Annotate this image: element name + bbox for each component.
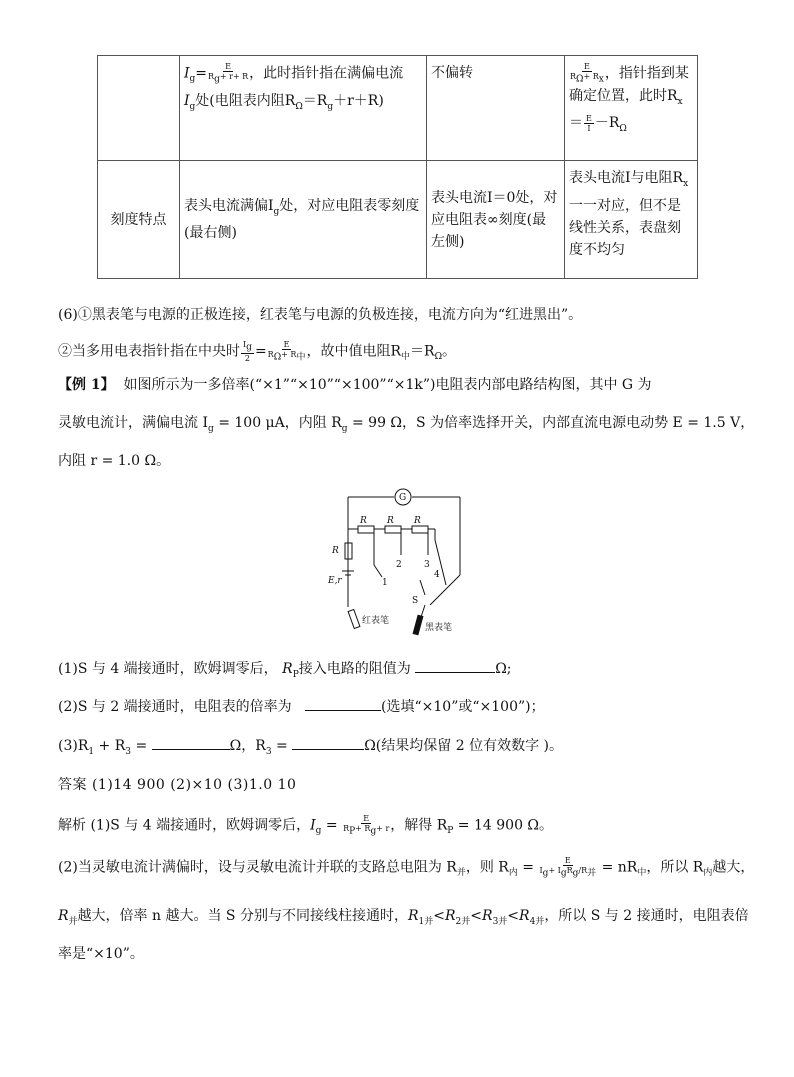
answer-blank[interactable] [292, 735, 364, 750]
table-cell: 表头电流满偏$I_g$处，对应电阻表零刻度(最右侧) [180, 161, 427, 279]
fraction: $\frac{E}{R_P+ R_g+ r}$ [343, 814, 390, 837]
table-cell [427, 161, 565, 279]
cell-text: 表头电流I与电阻R [569, 170, 684, 186]
table-row [98, 56, 698, 161]
table-cell [98, 161, 180, 279]
label-Er: E,r [328, 576, 342, 586]
cell-text: ＝ [569, 115, 583, 132]
analysis-2: (2)当灵敏电流计满偏时，设与灵敏电流计并联的支路总电阻为 $R_并$，则 $R_内$ = $\frac{E}{I_g+ I_gR_g/R_并}$ = $nR_中$，所以 $R_内$越大， [58, 856, 755, 879]
text: = 100 μA，内阻 R [213, 415, 342, 431]
table-cell: $I_g=$ $\frac{E}{R_g+ r+ R}$ ，此时指针指在满偏电流 $I_g$处(电阻表内阻$R_\Omega=R_g+r+R$) [180, 56, 427, 161]
question-2 [58, 696, 545, 717]
fraction: $\frac{I_g}{2}$ [243, 340, 252, 363]
label-R2: R [387, 516, 394, 526]
table-cell: $\frac{E}{R_\Omega+ R_x}$ ，指针指到某 确定位置，此时$R_x$ ＝ $\frac{E}{I}$ $-R_\Omega$ [565, 56, 698, 161]
text: (3)R [58, 738, 89, 754]
text: (选填“×10”或“×100”)； [381, 699, 545, 715]
label-Rp: R [332, 546, 339, 556]
paragraph-6b: ②当多用电表指针指在中央时 $\frac{I_g}{2}$ = $\frac{E}{R_\Omega+ R_中}$ ，故中值电阻$R_中=R_\Omega$。 [58, 340, 457, 363]
cell-text: －R [594, 115, 620, 132]
text: Ω; [495, 661, 512, 677]
paragraph-6: (6)①黑表笔与电源的正极连接，红表笔与电源的负极连接，电流方向为“红进黑出”。 [58, 307, 583, 323]
label-black-probe: 黑表笔 [425, 623, 453, 633]
cell-text: ，此时指针指在满偏电流 [249, 65, 404, 82]
text: 越大，倍率 n 越大。当 S 分别与不同接线柱接通时， [77, 908, 408, 924]
cell-text: 一一对应，但不是线性关系，表盘刻度不均匀 [569, 197, 681, 258]
label-1: 1 [382, 578, 388, 588]
text: Ω(结果均保留 2 位有效数字 )。 [364, 738, 563, 754]
text: (1)S 与 4 端接通时，欧姆调零后， [58, 661, 278, 677]
label-4: 4 [434, 570, 440, 580]
text: = nR [597, 859, 638, 876]
example-tag: 【例 1】 [58, 377, 115, 393]
answer-line: 答案 (1)14 900 (2)×10 (3)1.0 10 [58, 777, 297, 793]
label-S: S [412, 596, 419, 606]
question-1: (1)S 与 4 端接通时，欧姆调零后， $R_P$接入电路的阻值为 Ω; [58, 658, 512, 685]
analysis-3: $R_并$越大，倍率 n 越大。当 S 分别与不同接线柱接通时，$R_{1并}<R_{2并}<R_{3并}<R_{4并}$，所以 S 与 2 接通时，电阻表倍 [58, 908, 749, 927]
analysis-1: 解析 (1)S 与 4 端接通时，欧姆调零后，$I_g$ = $\frac{E}{R_P+ R_g+ r}$ ，解得 $R_P = 14$ 900 Ω。 [58, 814, 554, 837]
label-2: 2 [396, 560, 402, 570]
cell-text: 处(电阻表内阻R [195, 93, 296, 110]
fraction: $\frac{E}{R_\Omega+ R_x}$ [570, 62, 604, 85]
cell-text: ＝R [302, 93, 328, 110]
answer-blank[interactable] [305, 696, 381, 711]
label-red-probe: 红表笔 [362, 616, 390, 626]
cell-text: 处，对应电阻表零刻度(最右侧) [184, 197, 420, 242]
text: ＝R [410, 343, 435, 360]
cell-text: 表头电流I＝0处，对应电阻表∞刻度(最左侧) [431, 189, 558, 250]
text: ，所以 R [646, 859, 704, 876]
table-row [98, 161, 698, 279]
cell-text: 确定位置，此时R [569, 87, 678, 104]
cell-text: 不偏转 [431, 65, 473, 81]
label-G: G [399, 493, 407, 503]
text: 解析 (1)S 与 4 端接通时，欧姆调零后， [58, 817, 311, 834]
label-R3: R [414, 516, 421, 526]
circuit-diagram [320, 485, 480, 640]
answer-blank[interactable] [152, 735, 230, 750]
text: = 99 Ω，S 为倍率选择开关，内部直流电源电动势 E = 1.5 V， [347, 415, 755, 431]
answer-blank[interactable] [415, 658, 495, 673]
text: (2)当灵敏电流计满偏时，设与灵敏电流计并联的支路总电阻为 R [58, 859, 457, 876]
property-table [97, 55, 698, 279]
cell-text: ，指针指到某 [604, 65, 689, 82]
text: 灵敏电流计，满偏电流 I [58, 415, 208, 431]
text: ，所以 S 与 2 接通时，电阻表倍 [544, 908, 749, 924]
table-cell [98, 56, 180, 161]
fraction: $\frac{E}{R_\Omega+ R_中}$ [267, 340, 306, 363]
example-line-2: 灵敏电流计，满偏电流 $I_g = 100$ μA，内阻 $R_g = 99$ Ω，S 为倍率选择开关，内部直流电源电动势 E = 1.5 V， [58, 415, 755, 434]
text: ，解得 R [390, 817, 448, 834]
cell-text: 表头电流满偏I [184, 197, 274, 214]
example-line-3: 内阻 r = 1.0 Ω。 [58, 453, 171, 469]
analysis-4: 率是“×10”。 [58, 946, 144, 962]
text: 越大， [712, 859, 755, 876]
text: ②当多用电表指针指在中央时 [58, 343, 240, 360]
text: = 14 900 Ω。 [453, 817, 554, 834]
question-3: $(3)R_1 + R_3 = \Omega$，$R_3 = \Omega$(结果均保留 2 位有效数字 )。 [58, 735, 563, 762]
fraction: $\frac{E}{I_g+ I_gR_g/R_并}$ [539, 856, 597, 879]
label-R1: R [360, 516, 367, 526]
table-cell [427, 56, 565, 161]
text: 如图所示为一多倍率(“×1”“×10”“×100”“×1k”)电阻表内部电路结构图，其中 G 为 [123, 377, 652, 393]
text: ，故中值电阻R [306, 343, 402, 360]
text: = [271, 738, 293, 754]
fraction: $\frac{E}{R_g+ r+ R}$ [208, 62, 249, 85]
label-3: 3 [424, 560, 430, 570]
table-cell: 表头电流I与电阻$R_x$一一对应，但不是线性关系，表盘刻度不均匀 [565, 161, 698, 279]
text: Ω，R [229, 738, 266, 754]
row-label: 刻度特点 [110, 211, 167, 228]
fraction: $\frac{E}{I}$ [586, 113, 592, 133]
text: 接入电路的阻值为 [298, 661, 411, 677]
example-line-1 [58, 375, 652, 395]
text: ，则 R [465, 859, 509, 876]
cell-text: I [184, 65, 190, 82]
cell-text: ＋r＋R) [333, 93, 384, 110]
text: = [131, 738, 152, 754]
text: + R [94, 738, 126, 754]
text: (2)S 与 2 端接通时，电阻表的倍率为 [58, 699, 292, 715]
